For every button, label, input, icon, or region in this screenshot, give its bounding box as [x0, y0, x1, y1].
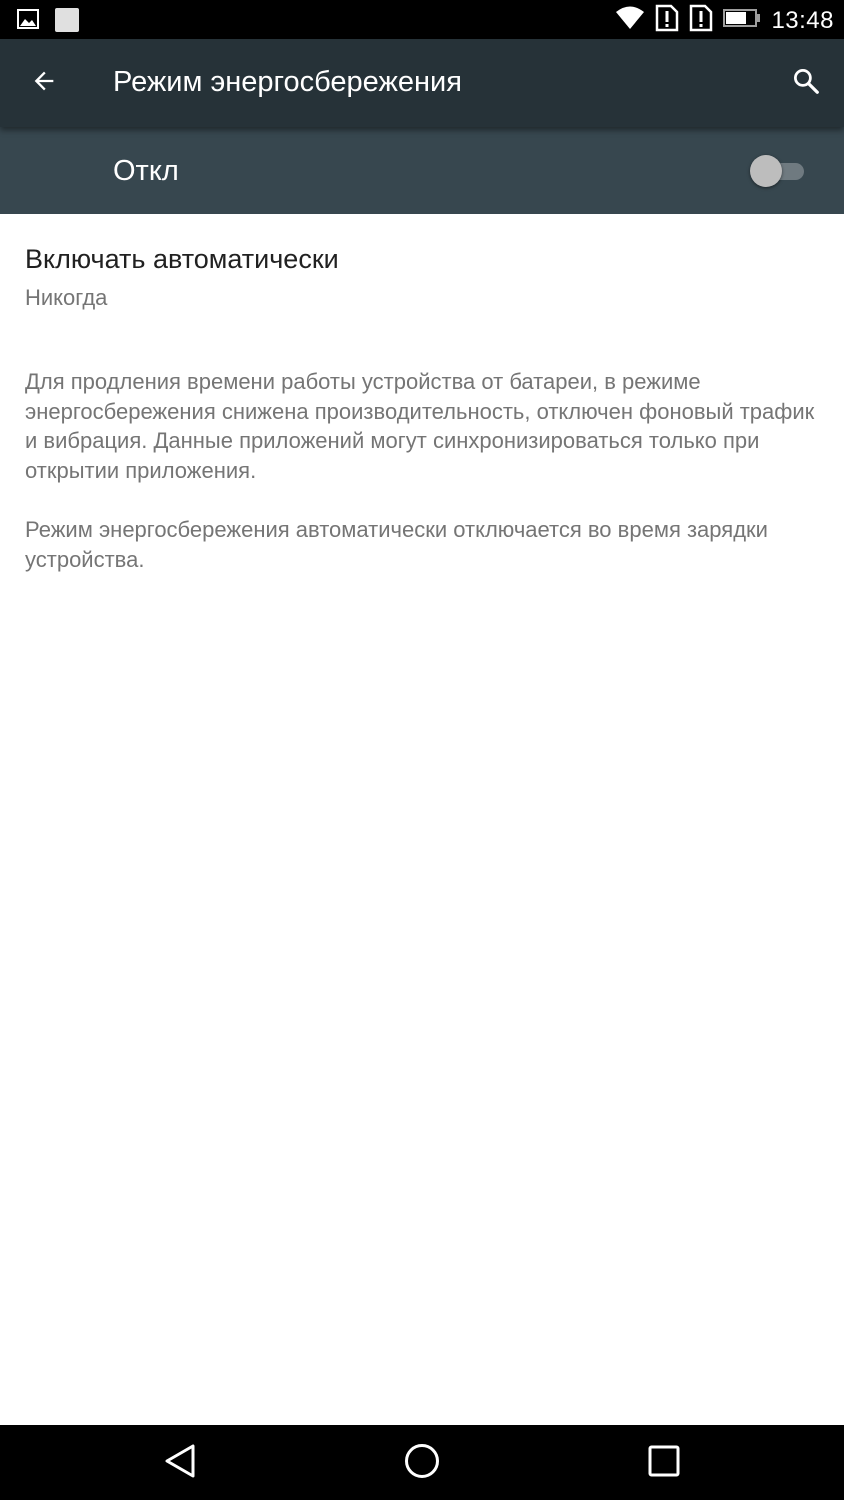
description-text: [25, 367, 825, 574]
toggle-thumb: [750, 155, 782, 187]
nav-home-button[interactable]: [392, 1437, 452, 1489]
search-icon: [791, 66, 821, 101]
arrow-back-icon: [30, 67, 58, 100]
battery-saver-toggle[interactable]: [750, 155, 806, 187]
page-title: Режим энергосбережения: [113, 66, 462, 98]
back-button[interactable]: [22, 61, 66, 105]
battery-icon: [723, 8, 761, 33]
clock: 13:48: [771, 6, 834, 34]
home-circle-icon: [402, 1441, 442, 1486]
status-bar: [0, 0, 844, 39]
search-button[interactable]: [784, 61, 828, 105]
square-notification-icon: [54, 7, 80, 38]
navigation-bar: [0, 1425, 844, 1500]
description-paragraph: Режим энергосбережения автоматически отключается во время зарядки устройства.: [25, 516, 768, 572]
nav-recents-button[interactable]: [634, 1437, 694, 1489]
back-triangle-icon: [161, 1441, 201, 1486]
turn-on-automatically-preference[interactable]: [0, 214, 844, 324]
preference-title: Включать автоматически: [25, 244, 339, 274]
switch-label: Откл: [113, 155, 179, 187]
nav-back-button[interactable]: [151, 1437, 211, 1489]
sim-alert-icon: [655, 4, 679, 37]
image-notification-icon: [16, 7, 40, 38]
description-paragraph: Для продления времени работы устройства от батареи, в режиме энергосбережения снижена производительность, отключен фоновый трафик и вибрация. Данные приложений могут синхронизироваться только при открытии приложения.: [25, 369, 815, 483]
notification-icons: [16, 7, 80, 38]
preference-summary: Никогда: [25, 285, 108, 310]
sim-alert-icon: [689, 4, 713, 37]
recents-square-icon: [646, 1443, 682, 1484]
wifi-icon: [615, 5, 645, 36]
master-switch-bar[interactable]: [0, 127, 844, 214]
toolbar: [0, 39, 844, 127]
system-icons: [615, 4, 834, 37]
